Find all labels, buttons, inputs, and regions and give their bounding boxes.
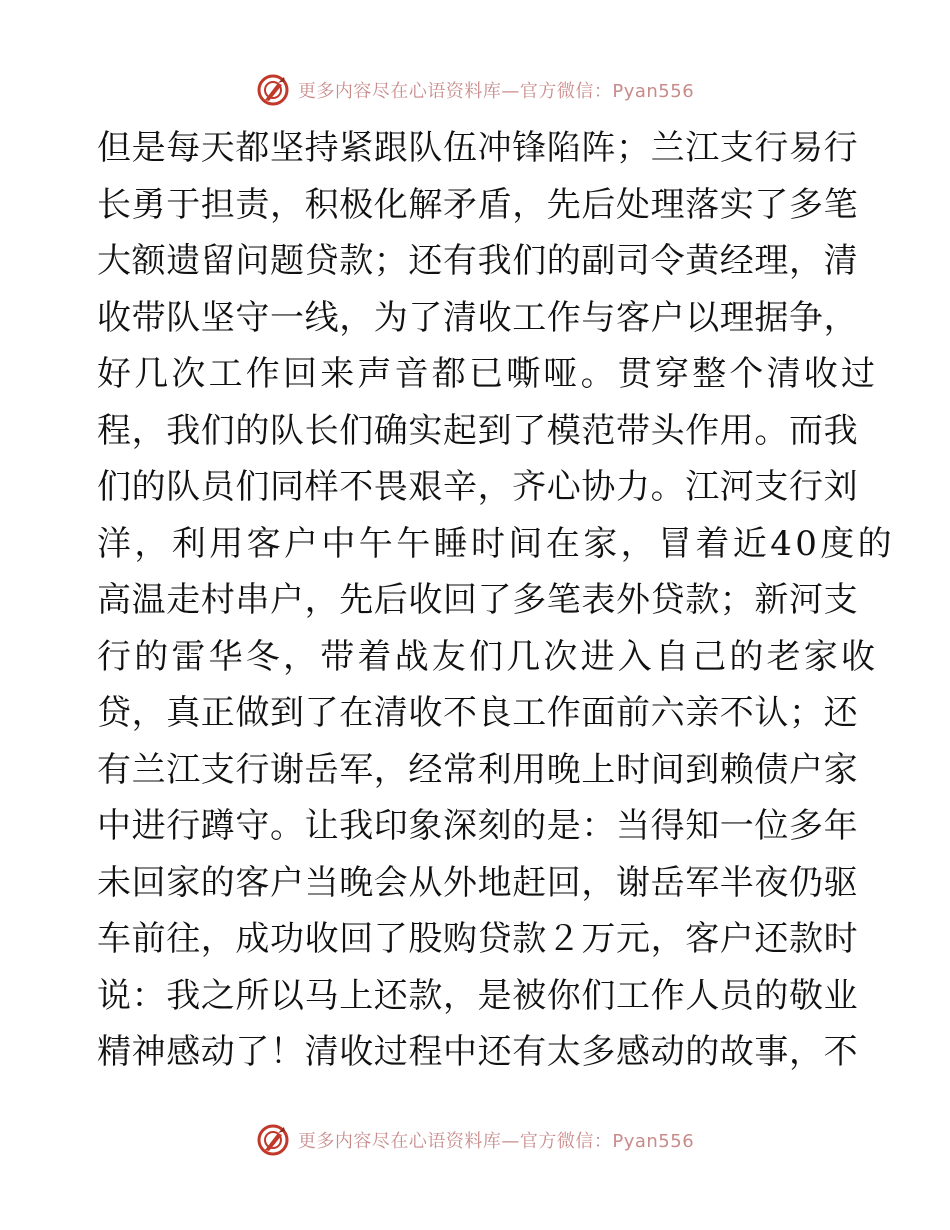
- body-line: 收带队坚守一线，为了清收工作与客户以理据争，: [97, 297, 859, 338]
- body-line: 未回家的客户当晚会从外地赶回，谢岳军半夜仍驱: [97, 862, 859, 903]
- body-line: 说：我之所以马上还款，是被你们工作人员的敬业: [97, 975, 859, 1016]
- body-line: 行的雷华冬，带着战友们几次进入自己的老家收: [97, 636, 879, 677]
- footer-banner-text: 更多内容尽在心语资料库—官方微信：Pyan556: [297, 1131, 695, 1152]
- body-line: 好几次工作回来声音都已嘶哑。贯穿整个清收过: [97, 354, 879, 394]
- body-line: 贷，真正做到了在清收不良工作面前六亲不认；还: [97, 693, 859, 733]
- header-banner-text: 更多内容尽在心语资料库—官方微信：Pyan556: [297, 81, 695, 102]
- body-line: 们的队员们同样不畏艰辛，齐心协力。江河支行刘: [97, 467, 859, 507]
- body-line: 车前往，成功收回了股购贷款２万元，客户还款时: [97, 919, 859, 959]
- body-line: 程，我们的队长们确实起到了模范带头作用。而我: [97, 410, 859, 451]
- document-body: [97, 120, 896, 1081]
- header-banner: [0, 70, 950, 110]
- body-line: 洋，利用客户中午午睡时间在家，冒着近40度的: [97, 523, 896, 564]
- body-line: 高温走村串户，先后收回了多笔表外贷款；新河支: [97, 580, 859, 620]
- body-line: 大额遗留问题贷款；还有我们的副司令黄经理，清: [97, 241, 859, 281]
- body-line: 但是每天都坚持紧跟队伍冲锋陷阵；兰江支行易行: [97, 128, 859, 168]
- red-quill-circle-icon: [256, 1123, 290, 1157]
- red-quill-circle-icon: [256, 73, 290, 107]
- footer-banner: [0, 1120, 950, 1160]
- body-line: 长勇于担责，积极化解矛盾，先后处理落实了多笔: [97, 184, 859, 225]
- body-line: 有兰江支行谢岳军，经常利用晚上时间到赖债户家: [97, 749, 859, 790]
- body-line: 精神感动了！清收过程中还有太多感动的故事，不: [97, 1032, 859, 1072]
- body-line: 中进行蹲守。让我印象深刻的是：当得知一位多年: [97, 806, 859, 846]
